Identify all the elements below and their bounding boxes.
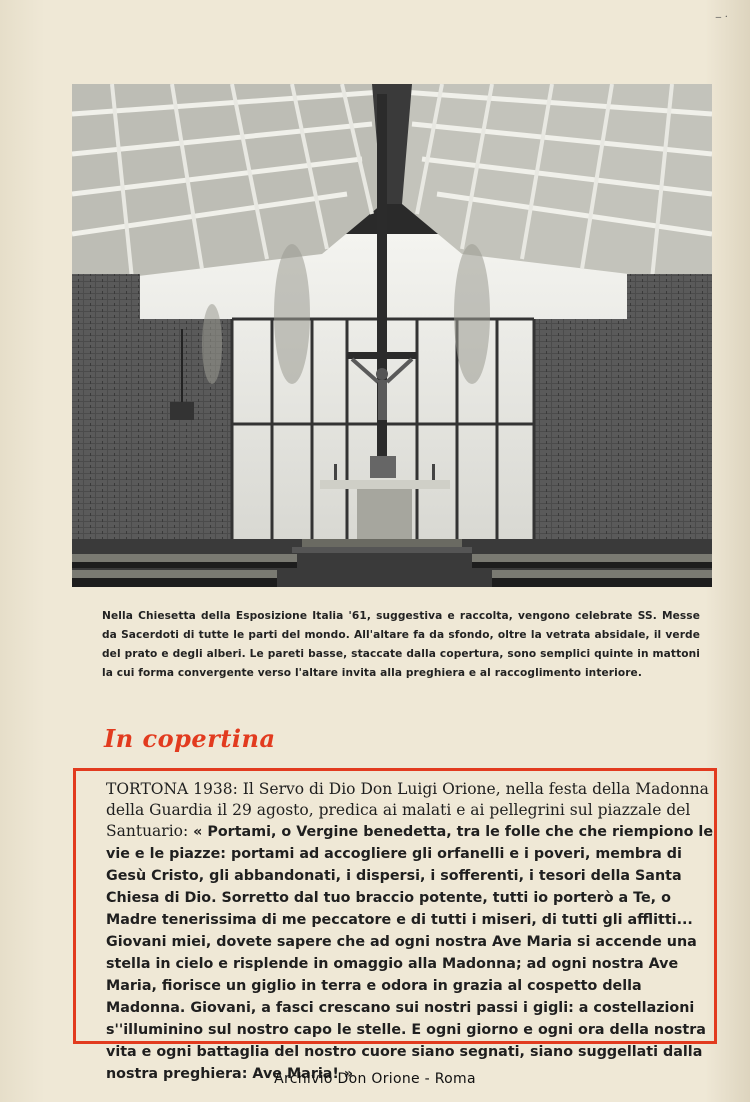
cover-description-text: [106, 779, 714, 1085]
photo-caption: Nella Chiesetta della Esposizione Italia '61, suggestiva e raccolta, vengono celebrate SS. Messe da Sacerdoti di tutte le parti del mondo. All'altare fa da sfondo, oltre la vetrata absidale, il verde del prato e degli alberi. Le pareti basse, staccate dalla copertura, sono semplici quinte in mattoni la cui forma convergente verso l'altare invita alla preghiera e al raccoglimento interiore.: [102, 610, 700, 679]
archive-footer: Archivio Don Orione - Roma: [274, 1071, 476, 1087]
cover-intro: TORTONA 1938: Il Servo di Dio Don Luigi Orione, nella festa della Madonna della Guardia il 29 agosto, predica ai malati e ai pellegrini sul piazzale del Santuario:: [106, 780, 709, 840]
church-interior-photo: [72, 84, 712, 587]
corner-mark: ‒ ·: [715, 12, 728, 23]
cover-quote: « Portami, o Vergine benedetta, tra le folle che che riempiono le vie e le piazze: portami ad accogliere gli orfanelli e i poveri, membra di Gesù Cristo, gli abbandonati, i dispersi, i sofferenti, i tesori della Santa Chiesa di Dio. Sorretto dal tuo braccio potente, tutti io porterò a Te, o Madre tenerissima di me peccatore e di tutti i miseri, di tutti gli afflitti... Giovani miei, dovete sapere che ad ogni nostra Ave Maria si accende una stella in cielo e risplende in omaggio alla Madonna; ad ogni nostra Ave Maria, fiorisce un giglio in terra e odora in grazia al cospetto della Madonna. Giovani, a fasci crescano sui nostri passi i gigli: a costellazioni s''illuminino sul nostro capo le stelle. E ogni giorno e ogni ora della nostra vita e ogni battaglia del nostro cuore siano segnati, siano suggellati dalla nostra preghiera: Ave Maria! »: [106, 824, 714, 1082]
church-interior-illustration: [72, 84, 712, 587]
section-heading: In copertina: [104, 724, 276, 753]
